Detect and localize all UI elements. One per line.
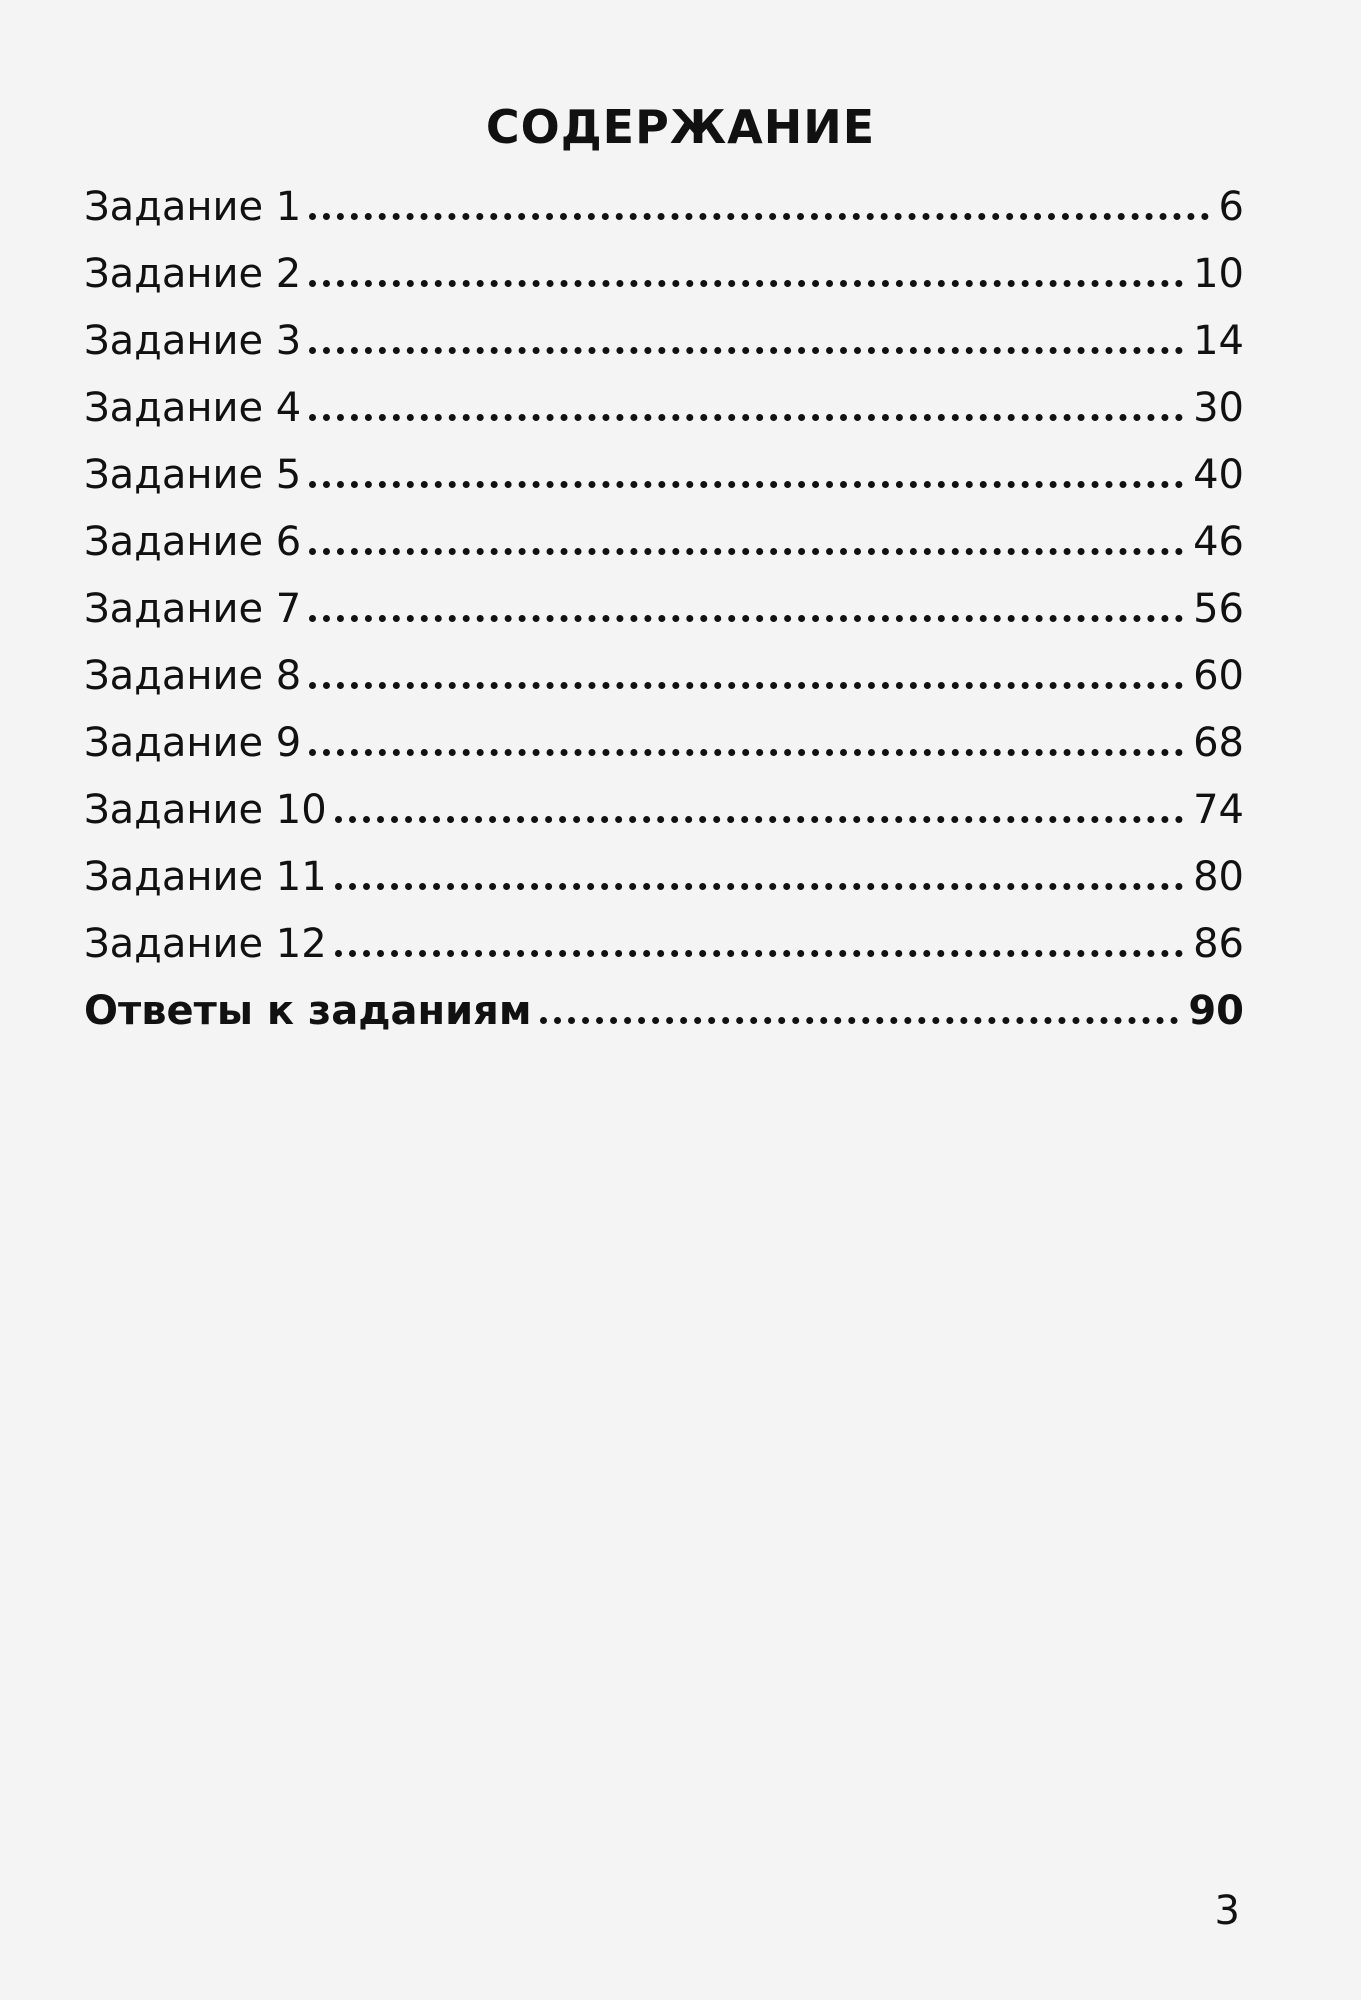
toc-row-task-8 — [84, 643, 1244, 710]
toc-label: Задание 1 — [84, 184, 302, 230]
toc-page-number: 6 — [1218, 184, 1244, 230]
toc-label: Задание 2 — [84, 251, 302, 297]
toc-page-number: 80 — [1193, 854, 1244, 900]
toc-row-task-1 — [84, 174, 1244, 241]
table-of-contents — [84, 174, 1244, 1045]
toc-row-task-9 — [84, 710, 1244, 777]
toc-label: Задание 6 — [84, 519, 302, 565]
toc-label: Задание 3 — [84, 318, 302, 364]
toc-label: Задание 7 — [84, 586, 302, 632]
dot-leader — [309, 749, 1183, 756]
toc-row-task-12 — [84, 911, 1244, 978]
dot-leader — [309, 481, 1183, 488]
toc-row-answers — [84, 978, 1244, 1045]
toc-page-number: 10 — [1193, 251, 1244, 297]
page-number: 3 — [1214, 1888, 1240, 1934]
page-title: СОДЕРЖАНИЕ — [485, 100, 876, 154]
toc-label: Задание 5 — [84, 452, 302, 498]
toc-row-task-4 — [84, 375, 1244, 442]
toc-page-number: 40 — [1193, 452, 1244, 498]
toc-label: Ответы к заданиям — [84, 988, 532, 1034]
dot-leader — [309, 682, 1183, 689]
toc-page-number: 90 — [1188, 988, 1244, 1034]
dot-leader — [540, 1017, 1179, 1024]
dot-leader — [309, 280, 1183, 287]
toc-row-task-2 — [84, 241, 1244, 308]
toc-row-task-6 — [84, 509, 1244, 576]
toc-page-number: 46 — [1193, 519, 1244, 565]
toc-label: Задание 11 — [84, 854, 327, 900]
dot-leader — [335, 950, 1183, 957]
toc-label: Задание 12 — [84, 921, 327, 967]
toc-page-number: 60 — [1193, 653, 1244, 699]
toc-label: Задание 4 — [84, 385, 302, 431]
toc-page-number: 74 — [1193, 787, 1244, 833]
dot-leader — [335, 816, 1183, 823]
toc-page-number: 14 — [1193, 318, 1244, 364]
toc-page-number: 56 — [1193, 586, 1244, 632]
toc-row-task-5 — [84, 442, 1244, 509]
toc-page-number: 68 — [1193, 720, 1244, 766]
toc-row-task-7 — [84, 576, 1244, 643]
toc-page-number: 30 — [1193, 385, 1244, 431]
toc-label: Задание 10 — [84, 787, 327, 833]
dot-leader — [309, 414, 1183, 421]
toc-row-task-11 — [84, 844, 1244, 911]
toc-label: Задание 8 — [84, 653, 302, 699]
dot-leader — [309, 615, 1183, 622]
dot-leader — [309, 213, 1208, 220]
dot-leader — [309, 347, 1183, 354]
toc-row-task-3 — [84, 308, 1244, 375]
dot-leader — [335, 883, 1183, 890]
toc-label: Задание 9 — [84, 720, 302, 766]
toc-page-number: 86 — [1193, 921, 1244, 967]
dot-leader — [309, 548, 1183, 555]
toc-row-task-10 — [84, 777, 1244, 844]
